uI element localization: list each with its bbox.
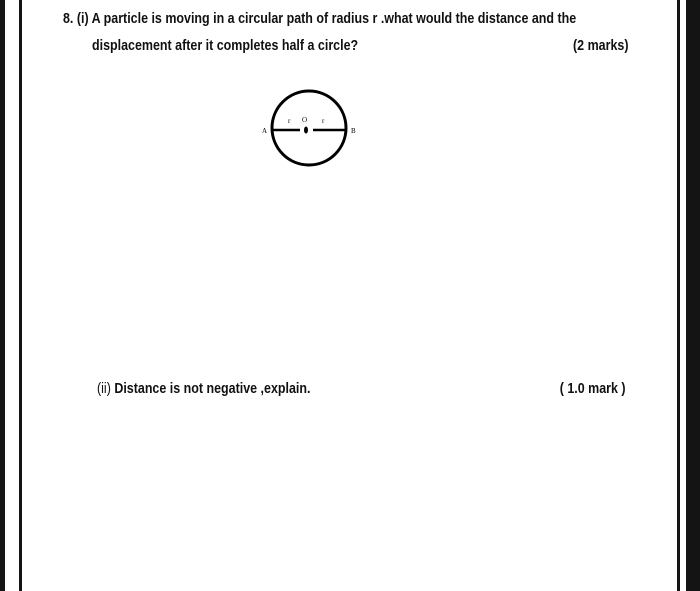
left-border-line (19, 0, 22, 591)
center-point (304, 127, 308, 134)
question-2-text: Distance is not negative ,explain. (114, 381, 311, 397)
right-black-band (686, 0, 700, 591)
question-2-marks: ( 1.0 mark ) (560, 381, 626, 397)
question-2 (97, 381, 310, 397)
label-o: O (302, 116, 308, 124)
right-border-line (677, 0, 680, 591)
label-b: B (351, 127, 356, 135)
label-a: A (262, 127, 268, 135)
question-1-line-1: 8. (i) A particle is moving in a circular path of radius r .what would the distance and the (63, 11, 577, 27)
circle-diagram (250, 80, 370, 170)
circle-path (272, 91, 346, 165)
left-black-band (0, 0, 5, 591)
question-1-marks: (2 marks) (572, 38, 628, 54)
label-r-left: r (288, 117, 291, 125)
question-1-line-2: displacement after it completes half a circle? (92, 38, 359, 54)
label-r-right: r (322, 117, 325, 125)
question-2-prefix: (ii) (97, 381, 111, 397)
